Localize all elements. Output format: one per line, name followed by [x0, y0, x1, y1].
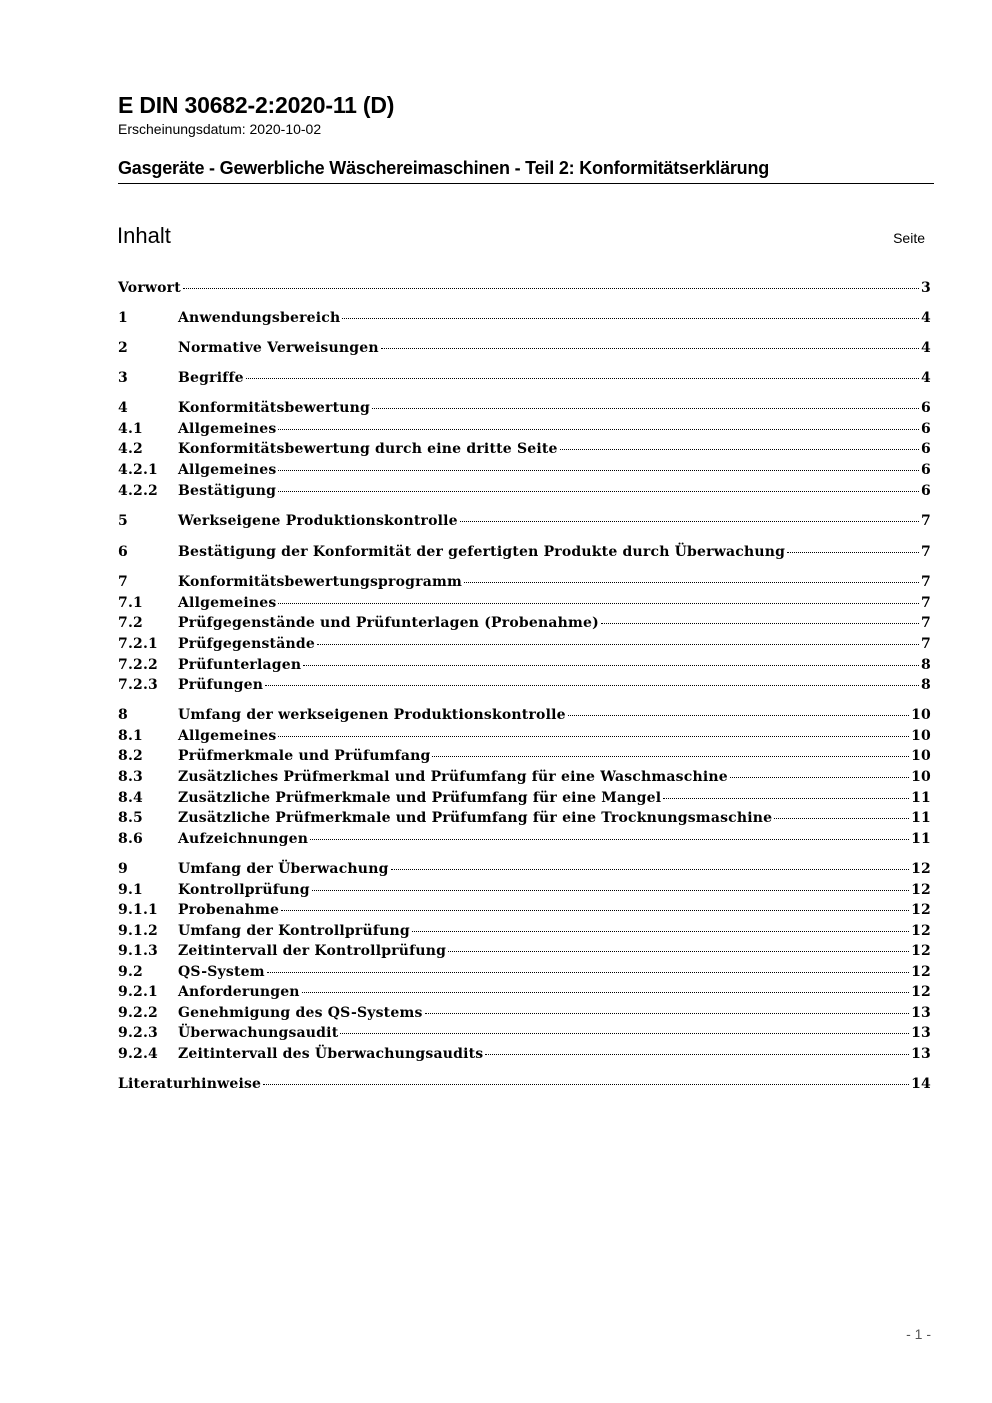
toc-entry-title: Normative Verweisungen — [178, 340, 379, 356]
toc-entry-page: 12 — [911, 923, 931, 939]
toc-entry-title: Zeitintervall des Überwachungsaudits — [178, 1046, 484, 1062]
document-title: Gasgeräte - Gewerbliche Wäschereimaschinen - Teil 2: Konformitätserklärung — [118, 158, 770, 178]
toc-entry-page: 11 — [911, 790, 931, 806]
toc-dot-leader — [485, 1054, 909, 1055]
toc-entry-number: 7.2.3 — [118, 677, 158, 693]
toc-entry-number: 3 — [118, 370, 128, 386]
toc-entry[interactable] — [118, 923, 931, 943]
toc-entry-title: Literaturhinweise — [118, 1076, 262, 1092]
toc-entry[interactable] — [118, 513, 931, 533]
toc-entry-number: 8.1 — [118, 728, 143, 744]
toc-entry-number: 8.6 — [118, 831, 143, 847]
toc-entry-title: Anforderungen — [178, 984, 300, 1000]
toc-dot-leader — [183, 288, 919, 289]
toc-dot-leader — [317, 644, 919, 645]
toc-entry[interactable] — [118, 421, 931, 441]
toc-entry-page: 10 — [911, 769, 931, 785]
toc-entry-page: 12 — [911, 882, 931, 898]
toc-entry-title: Kontrollprüfung — [178, 882, 310, 898]
toc-dot-leader — [568, 715, 909, 716]
toc-entry[interactable] — [118, 964, 931, 984]
toc-dot-leader — [372, 408, 919, 409]
toc-entry-page: 3 — [921, 280, 931, 296]
toc-entry-page: 12 — [911, 861, 931, 877]
toc-entry[interactable] — [118, 707, 931, 727]
toc-entry-page: 6 — [921, 441, 931, 457]
toc-entry[interactable] — [118, 902, 931, 922]
toc-dot-leader — [340, 1033, 909, 1034]
toc-entry-page: 12 — [911, 902, 931, 918]
toc-entry-number: 7.2.1 — [118, 636, 158, 652]
toc-entry-number: 5 — [118, 513, 128, 529]
toc-entry-page: 4 — [921, 310, 931, 326]
toc-dot-leader — [601, 623, 919, 624]
toc-entry-page: 7 — [921, 615, 931, 631]
toc-entry-number: 8.5 — [118, 810, 143, 826]
toc-entry-number: 9.2.4 — [118, 1046, 158, 1062]
toc-entry-title: Zusätzliche Prüfmerkmale und Prüfumfang für eine Trocknungsmaschine — [178, 810, 773, 826]
toc-dot-leader — [302, 992, 909, 993]
toc-entry-title: Zeitintervall der Kontrollprüfung — [178, 943, 447, 959]
toc-entry-page: 10 — [911, 748, 931, 764]
toc-entry[interactable] — [118, 441, 931, 461]
toc-heading: Inhalt — [117, 223, 171, 248]
toc-dot-leader — [448, 951, 909, 952]
toc-entry-page: 6 — [921, 483, 931, 499]
toc-entry-title: Prüfmerkmale und Prüfumfang — [178, 748, 431, 764]
toc-entry[interactable] — [118, 882, 931, 902]
toc-entry-page: 7 — [921, 595, 931, 611]
toc-entry-number: 4 — [118, 400, 128, 416]
toc-dot-leader — [312, 890, 909, 891]
toc-entry-number: 4.2 — [118, 441, 143, 457]
toc-entry-page: 13 — [911, 1005, 931, 1021]
toc-entry[interactable] — [118, 483, 931, 503]
toc-entry-title: Konformitätsbewertung durch eine dritte Seite — [178, 441, 558, 457]
toc-dot-leader — [278, 603, 919, 604]
toc-entry-title: Zusätzliche Prüfmerkmale und Prüfumfang für eine Mangel — [178, 790, 662, 806]
toc-dot-leader — [381, 348, 919, 349]
toc-entry-title: Allgemeines — [178, 421, 277, 437]
toc-entry-number: 9.1.1 — [118, 902, 158, 918]
toc-entry-title: Genehmigung des QS-Systems — [178, 1005, 423, 1021]
toc-entry-number: 6 — [118, 544, 128, 560]
toc-dot-leader — [281, 910, 909, 911]
toc-entry-title: Probenahme — [178, 902, 280, 918]
toc-entry-title: Allgemeines — [178, 728, 277, 744]
toc-entry[interactable] — [118, 595, 931, 615]
toc-entry-page: 6 — [921, 400, 931, 416]
toc-entry-number: 2 — [118, 340, 128, 356]
toc-entry-number: 9.2 — [118, 964, 143, 980]
toc-entry-page: 7 — [921, 636, 931, 652]
toc-entry[interactable] — [118, 728, 931, 748]
toc-entry[interactable] — [118, 1025, 931, 1045]
title-divider — [118, 183, 934, 184]
toc-entry-title: Aufzeichnungen — [178, 831, 309, 847]
toc-entry[interactable] — [118, 310, 931, 330]
toc-entry-page: 12 — [911, 984, 931, 1000]
toc-entry-title: Konformitätsbewertungsprogramm — [178, 574, 463, 590]
toc-entry-number: 7.2.2 — [118, 657, 158, 673]
toc-dot-leader — [412, 931, 909, 932]
toc-dot-leader — [278, 429, 919, 430]
toc-entry-page: 10 — [911, 728, 931, 744]
toc-entry[interactable] — [118, 370, 931, 390]
toc-entry[interactable] — [118, 462, 931, 482]
toc-entry-number: 4.2.2 — [118, 483, 158, 499]
toc-entry-page: 11 — [911, 810, 931, 826]
toc-entry-number: 8.4 — [118, 790, 143, 806]
toc-entry-number: 7 — [118, 574, 128, 590]
toc-entry[interactable] — [118, 615, 931, 635]
toc-dot-leader — [425, 1013, 910, 1014]
toc-entry[interactable] — [118, 861, 931, 881]
toc-entry-page: 7 — [921, 513, 931, 529]
toc-entry[interactable] — [118, 831, 931, 851]
toc-entry-page: 13 — [911, 1025, 931, 1041]
toc-entry-number: 9.2.1 — [118, 984, 158, 1000]
toc-entry-title: Umfang der Überwachung — [178, 861, 389, 877]
toc-dot-leader — [278, 470, 919, 471]
toc-entry-number: 9.2.2 — [118, 1005, 158, 1021]
toc-dot-leader — [267, 972, 909, 973]
toc-entry[interactable] — [118, 677, 931, 697]
toc-entry-number: 9 — [118, 861, 128, 877]
toc-entry-title: Zusätzliches Prüfmerkmal und Prüfumfang für eine Waschmaschine — [178, 769, 728, 785]
toc-entry-number: 9.2.3 — [118, 1025, 158, 1041]
page-number: - 1 - — [906, 1326, 931, 1342]
toc-entry-title: Allgemeines — [178, 462, 277, 478]
toc-entry-page: 6 — [921, 462, 931, 478]
toc-entry-page: 8 — [921, 677, 931, 693]
toc-entry-title: QS-System — [178, 964, 265, 980]
document-id: E DIN 30682-2:2020-11 (D) — [118, 92, 395, 118]
toc-entry-number: 4.2.1 — [118, 462, 158, 478]
toc-entry-title: Bestätigung — [178, 483, 277, 499]
toc-dot-leader — [730, 777, 909, 778]
toc-entry-title: Prüfunterlagen — [178, 657, 302, 673]
publication-date: Erscheinungsdatum: 2020-10-02 — [118, 121, 322, 137]
toc-entry-page: 6 — [921, 421, 931, 437]
toc-entry-title: Prüfgegenstände — [178, 636, 315, 652]
toc-dot-leader — [278, 736, 909, 737]
toc-entry-title: Werkseigene Produktionskontrolle — [178, 513, 458, 529]
toc-entry-page: 12 — [911, 964, 931, 980]
toc-entry-title: Anwendungsbereich — [178, 310, 341, 326]
toc-entry-page: 4 — [921, 340, 931, 356]
toc-entry[interactable] — [118, 340, 931, 360]
toc-entry-title: Prüfgegenstände und Prüfunterlagen (Probenahme) — [178, 615, 599, 631]
toc-entry-title: Prüfungen — [178, 677, 264, 693]
toc-entry[interactable] — [118, 769, 931, 789]
toc-entry-title: Bestätigung der Konformität der gefertigten Produkte durch Überwachung — [178, 544, 786, 560]
toc-dot-leader — [464, 582, 919, 583]
toc-entry-page: 4 — [921, 370, 931, 386]
toc-entry[interactable] — [118, 1046, 931, 1066]
toc-entry-number: 1 — [118, 310, 128, 326]
toc-entry[interactable] — [118, 544, 931, 564]
toc-entry[interactable] — [118, 984, 931, 1004]
toc-entry-number: 8.3 — [118, 769, 143, 785]
toc-entry-number: 8 — [118, 707, 128, 723]
toc-entry-page: 14 — [911, 1076, 931, 1092]
toc-entry[interactable] — [118, 657, 931, 677]
toc-entry-number: 7.2 — [118, 615, 143, 631]
toc-dot-leader — [342, 318, 919, 319]
toc-entry-title: Konformitätsbewertung — [178, 400, 370, 416]
toc-entry-title: Umfang der Kontrollprüfung — [178, 923, 410, 939]
toc-entry[interactable] — [118, 790, 931, 810]
toc-entry-title: Begriffe — [178, 370, 244, 386]
toc-entry[interactable] — [118, 1005, 931, 1025]
toc-entry-page: 10 — [911, 707, 931, 723]
toc-entry[interactable] — [118, 400, 931, 420]
toc-dot-leader — [774, 818, 909, 819]
toc-page-column-label: Seite — [893, 230, 925, 246]
toc-entry-title: Allgemeines — [178, 595, 277, 611]
toc-dot-leader — [432, 756, 909, 757]
toc-dot-leader — [310, 839, 909, 840]
toc-dot-leader — [391, 869, 910, 870]
toc-dot-leader — [303, 665, 919, 666]
toc-entry-page: 8 — [921, 657, 931, 673]
toc-entry-page: 7 — [921, 544, 931, 560]
toc-entry-number: 9.1.3 — [118, 943, 158, 959]
toc-dot-leader — [265, 685, 919, 686]
toc-entry[interactable] — [118, 574, 931, 594]
toc-entry[interactable] — [118, 943, 931, 963]
toc-entry[interactable] — [118, 748, 931, 768]
toc-dot-leader — [560, 449, 919, 450]
toc-entry-title: Vorwort — [118, 280, 181, 296]
toc-dot-leader — [278, 491, 919, 492]
toc-entry[interactable] — [118, 280, 931, 300]
toc-dot-leader — [246, 378, 919, 379]
toc-entry-page: 11 — [911, 831, 931, 847]
toc-entry-page: 13 — [911, 1046, 931, 1062]
toc-entry-page: 7 — [921, 574, 931, 590]
toc-entry[interactable] — [118, 810, 931, 830]
toc-dot-leader — [460, 521, 919, 522]
toc-dot-leader — [663, 798, 909, 799]
toc-entry-title: Überwachungsaudit — [178, 1025, 339, 1041]
toc-entry-number: 9.1.2 — [118, 923, 158, 939]
toc-entry-title: Umfang der werkseigenen Produktionskontrolle — [178, 707, 566, 723]
toc-entry[interactable] — [118, 1076, 931, 1096]
toc-entry-number: 7.1 — [118, 595, 143, 611]
toc-entry-number: 4.1 — [118, 421, 143, 437]
toc-dot-leader — [787, 552, 919, 553]
toc-entry-page: 12 — [911, 943, 931, 959]
toc-entry[interactable] — [118, 636, 931, 656]
toc-entry-number: 8.2 — [118, 748, 143, 764]
toc-dot-leader — [263, 1084, 909, 1085]
toc-entry-number: 9.1 — [118, 882, 143, 898]
